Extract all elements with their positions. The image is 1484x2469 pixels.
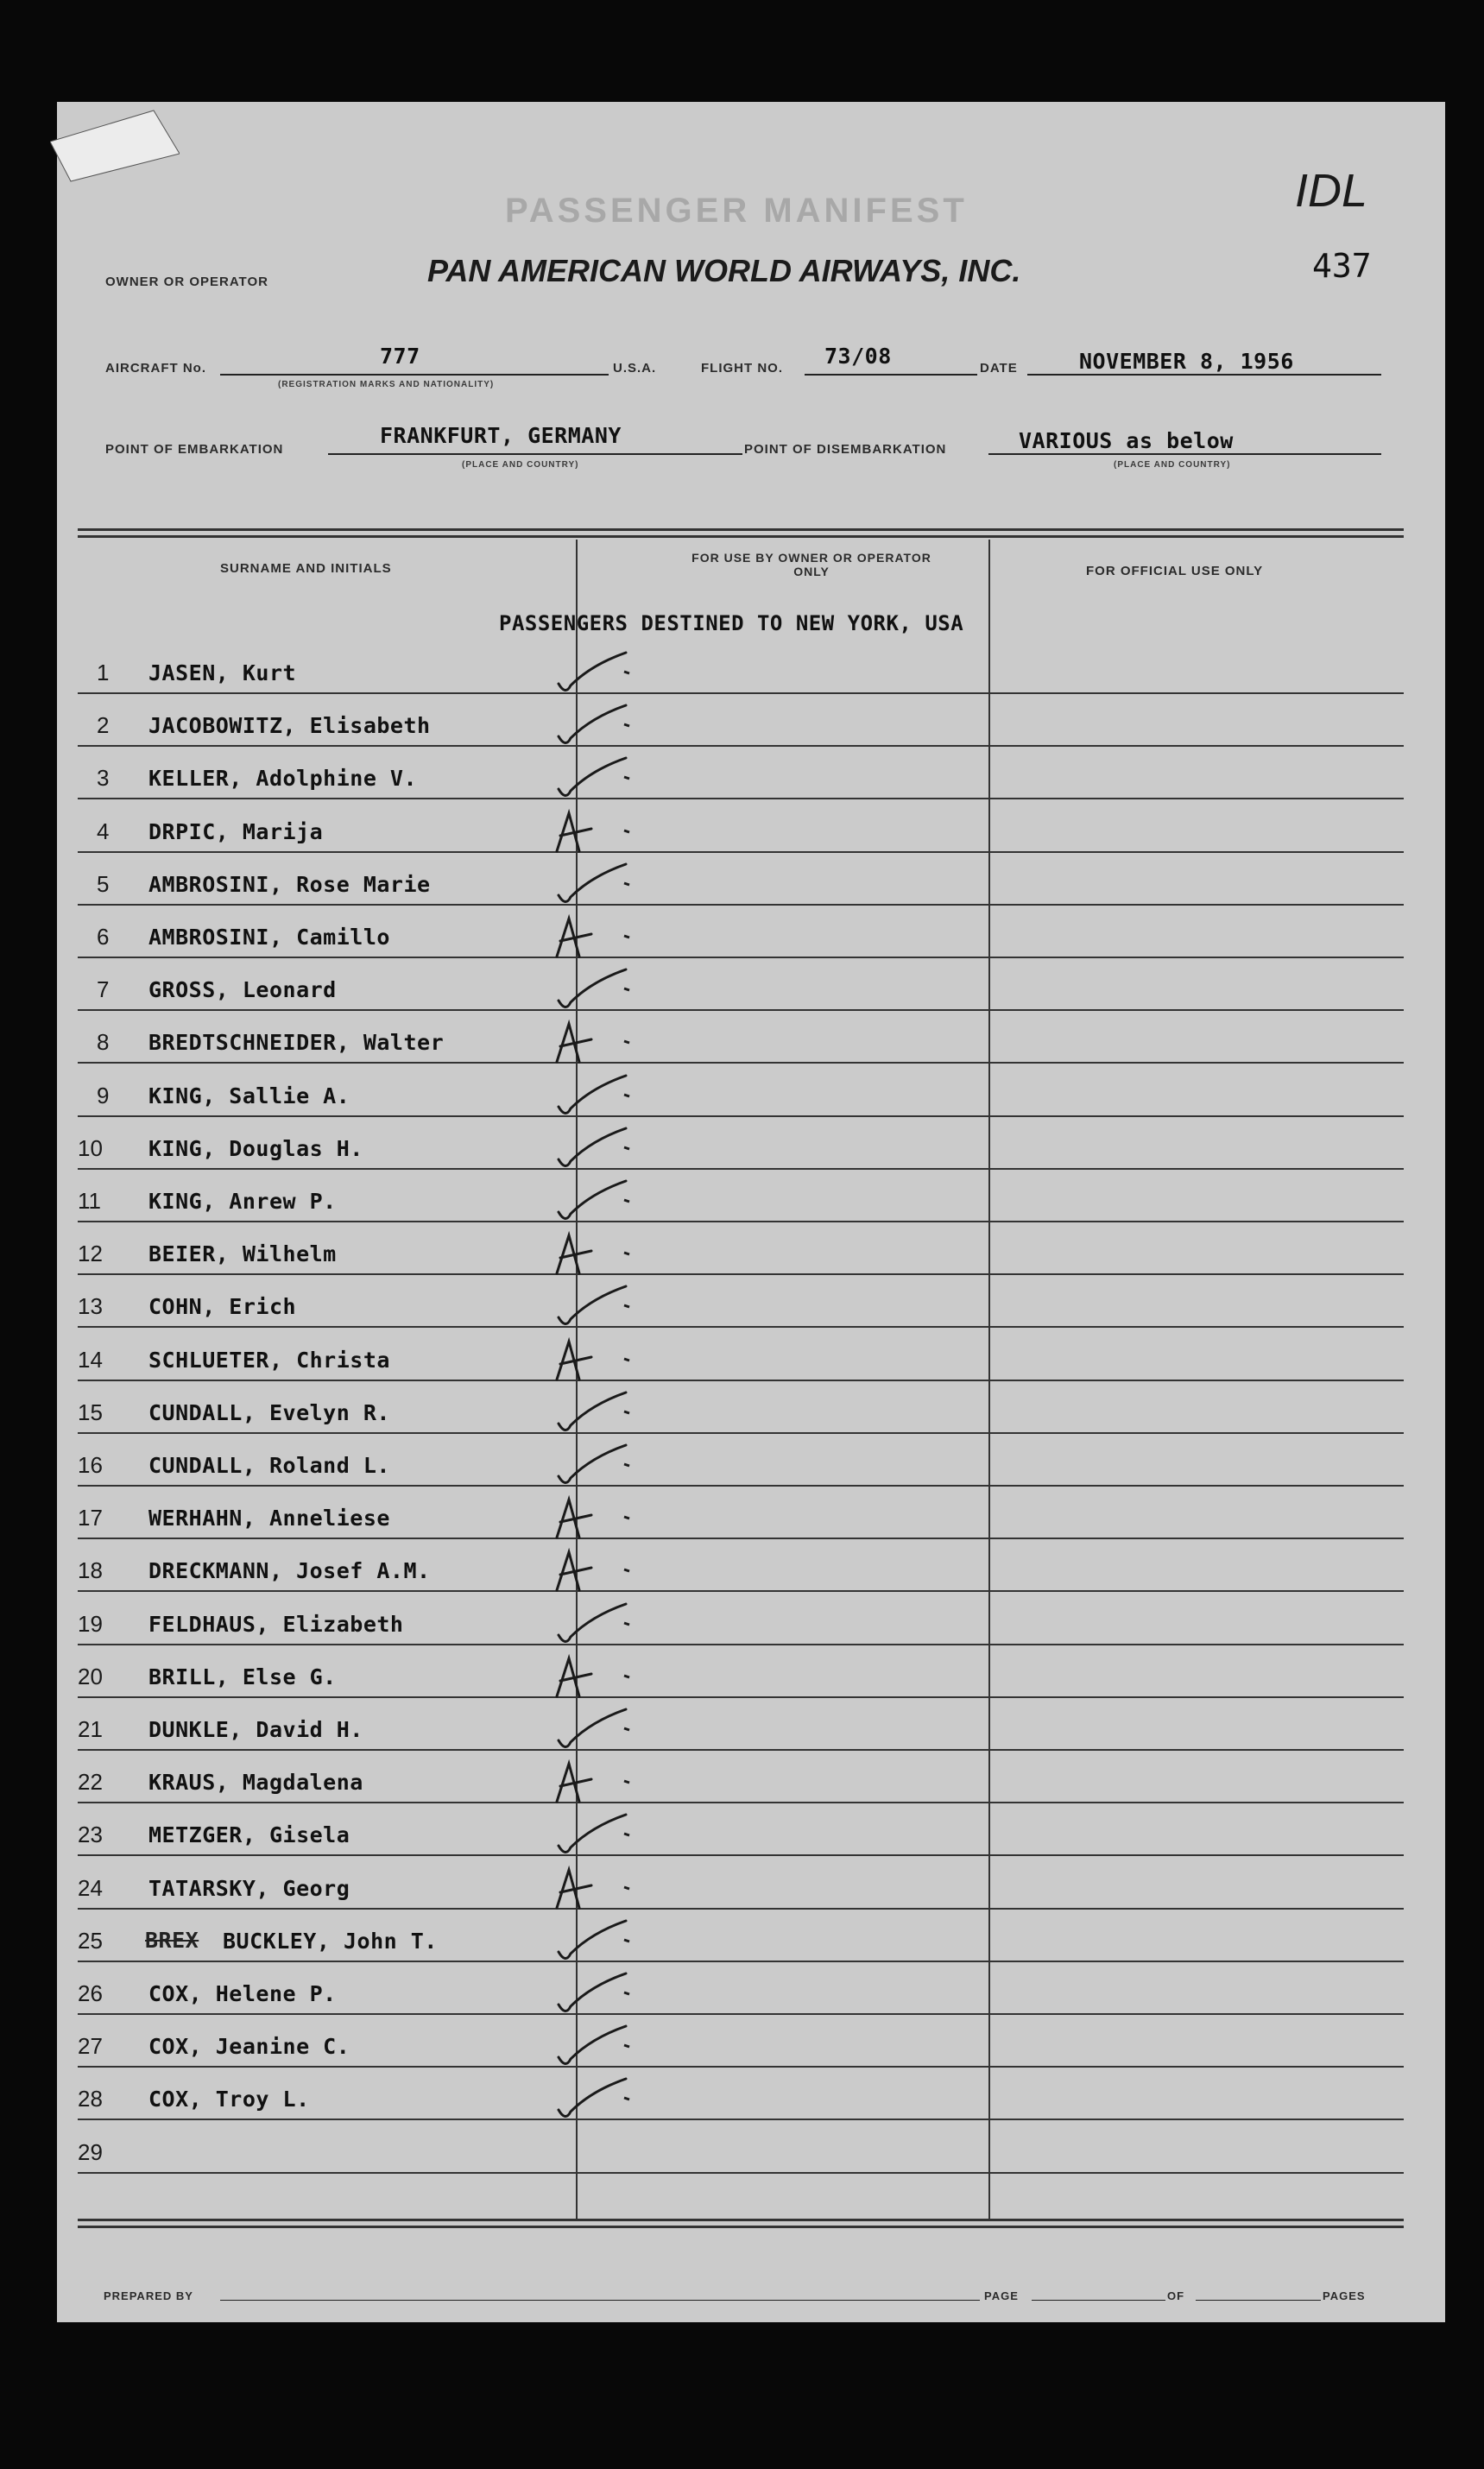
row-rule <box>78 1854 1404 1856</box>
row-rule <box>78 1168 1404 1170</box>
passenger-name: BEIER, Wilhelm <box>148 1241 337 1267</box>
flight-label: FLIGHT NO. <box>701 361 783 376</box>
passenger-name: COX, Helene P. <box>148 1981 337 2006</box>
row-number: 17 <box>78 1505 103 1531</box>
check-mark <box>531 964 652 1016</box>
handwritten-a-mark <box>531 1228 652 1280</box>
row-number: 1 <box>97 660 110 685</box>
row-rule <box>78 1908 1404 1910</box>
page-label: PAGE <box>984 2289 1019 2302</box>
row-rule <box>78 1485 1404 1487</box>
passenger-name: METZGER, Gisela <box>148 1822 350 1848</box>
check-mark <box>531 2074 652 2125</box>
date-label: DATE <box>980 361 1018 376</box>
row-rule <box>78 1696 1404 1698</box>
handwritten-a-mark <box>531 1335 652 1386</box>
passenger-name: DRECKMANN, Josef A.M. <box>148 1558 431 1584</box>
check-mark <box>531 647 652 699</box>
row-number: 21 <box>78 1716 103 1742</box>
row-rule <box>78 2119 1404 2120</box>
embarkation-place: FRANKFURT, GERMANY <box>380 423 622 448</box>
flight-number: 73/08 <box>824 344 892 369</box>
passenger-name: KING, Douglas H. <box>148 1135 363 1161</box>
row-rule <box>78 1115 1404 1117</box>
row-number: 7 <box>97 976 110 1003</box>
passenger-name: DRPIC, Marija <box>148 818 324 844</box>
row-rule <box>78 1009 1404 1011</box>
struck-text: BREX <box>145 1928 199 1953</box>
row-number: 26 <box>78 1980 103 2006</box>
row-rule <box>78 2013 1404 2015</box>
passenger-name: JACOBOWITZ, Elisabeth <box>148 713 431 739</box>
check-mark <box>531 753 652 805</box>
passenger-name: TATARSKY, Georg <box>148 1875 350 1901</box>
usa-label: U.S.A. <box>613 361 657 376</box>
row-number: 13 <box>78 1293 103 1320</box>
row-number: 23 <box>78 1822 103 1848</box>
prepared-by-label: PREPARED BY <box>104 2289 193 2302</box>
passenger-name: FELDHAUS, Elizabeth <box>148 1611 404 1637</box>
passenger-name: DUNKLE, David H. <box>148 1717 363 1742</box>
row-rule <box>78 1802 1404 1803</box>
check-mark <box>531 2021 652 2073</box>
passenger-name: COX, Jeanine C. <box>148 2034 350 2060</box>
passenger-name: BRILL, Else G. <box>148 1664 337 1689</box>
row-rule <box>78 798 1404 799</box>
row-number: 19 <box>78 1610 103 1637</box>
row-number: 29 <box>78 2138 103 2165</box>
col-owner-use-header <box>682 551 941 578</box>
passenger-name: BUCKLEY, John T. <box>223 1928 438 1954</box>
passenger-name: CUNDALL, Evelyn R. <box>148 1399 390 1425</box>
row-number: 10 <box>78 1134 103 1161</box>
row-number: 6 <box>97 924 110 950</box>
row-rule <box>78 1749 1404 1751</box>
row-number: 25 <box>78 1927 103 1954</box>
col-surname-header: SURNAME AND INITIALS <box>220 561 392 576</box>
handwritten-a-mark <box>531 1017 652 1069</box>
operator-name: PAN AMERICAN WORLD AIRWAYS, INC. <box>427 253 1021 288</box>
row-rule <box>78 1538 1404 1539</box>
handwritten-a-mark <box>531 1493 652 1544</box>
check-mark <box>531 1599 652 1651</box>
row-number: 9 <box>97 1082 110 1108</box>
row-rule <box>78 904 1404 906</box>
place-note-embark: (PLACE AND COUNTRY) <box>462 460 579 470</box>
row-number: 3 <box>97 765 110 792</box>
col-owner-use-text: FOR USE BY OWNER OR OPERATOR ONLY <box>691 551 931 578</box>
check-mark <box>531 1968 652 2020</box>
row-rule <box>78 2066 1404 2068</box>
row-number: 11 <box>78 1188 101 1214</box>
row-rule <box>78 692 1404 694</box>
row-number: 4 <box>97 818 110 844</box>
idl-mark: IDL <box>1295 165 1368 217</box>
row-rule <box>78 1644 1404 1645</box>
manifest-stamp: PASSENGER MANIFEST <box>505 192 968 230</box>
aircraft-number: 777 <box>380 344 420 369</box>
row-number: 14 <box>78 1346 103 1373</box>
check-mark <box>531 1440 652 1492</box>
passenger-name: JASEN, Kurt <box>148 660 297 685</box>
row-number: 18 <box>78 1557 103 1584</box>
disembarkation-place: VARIOUS as below <box>1019 428 1234 453</box>
col-official-header: FOR OFFICIAL USE ONLY <box>1086 564 1264 578</box>
page-number: 437 <box>1312 247 1372 285</box>
row-number: 15 <box>78 1399 103 1425</box>
handwritten-a-mark <box>531 1651 652 1703</box>
of-label: OF <box>1167 2289 1185 2302</box>
handwritten-a-mark <box>531 1545 652 1597</box>
passenger-name: AMBROSINI, Camillo <box>148 925 390 950</box>
row-number: 5 <box>97 870 110 897</box>
registration-note: (REGISTRATION MARKS AND NATIONALITY) <box>278 380 495 389</box>
passenger-name: KING, Anrew P. <box>148 1189 337 1214</box>
row-number: 2 <box>97 712 110 739</box>
check-mark <box>531 700 652 752</box>
row-rule <box>78 2172 1404 2174</box>
place-note-disembark: (PLACE AND COUNTRY) <box>1114 460 1231 470</box>
handwritten-a-mark <box>531 1863 652 1915</box>
row-rule <box>78 851 1404 853</box>
row-rule <box>78 745 1404 747</box>
check-mark <box>531 1176 652 1228</box>
pages-label: PAGES <box>1323 2289 1366 2302</box>
check-mark <box>531 1281 652 1333</box>
handwritten-a-mark <box>531 912 652 963</box>
passenger-name: COHN, Erich <box>148 1294 297 1320</box>
check-mark <box>531 1123 652 1175</box>
handwritten-a-mark <box>531 1757 652 1809</box>
passenger-name: KRAUS, Magdalena <box>148 1770 363 1796</box>
row-rule <box>78 1221 1404 1222</box>
check-mark <box>531 1387 652 1439</box>
row-number: 20 <box>78 1663 103 1689</box>
passenger-name: WERHAHN, Anneliese <box>148 1506 390 1531</box>
check-mark <box>531 859 652 911</box>
row-number: 22 <box>78 1769 103 1796</box>
row-rule <box>78 1326 1404 1328</box>
passenger-name: COX, Troy L. <box>148 2087 310 2112</box>
row-number: 28 <box>78 2086 103 2112</box>
passenger-name: BREDTSCHNEIDER, Walter <box>148 1030 445 1056</box>
handwritten-a-mark <box>531 806 652 858</box>
manifest-date: NOVEMBER 8, 1956 <box>1079 349 1294 374</box>
aircraft-label: AIRCRAFT No. <box>105 361 206 376</box>
row-rule <box>78 1432 1404 1434</box>
row-number: 8 <box>97 1029 110 1056</box>
check-mark <box>531 1070 652 1122</box>
check-mark <box>531 1809 652 1861</box>
disembarkation-label: POINT OF DISEMBARKATION <box>744 442 947 457</box>
owner-label: OWNER OR OPERATOR <box>105 275 268 289</box>
check-mark <box>531 1916 652 1967</box>
row-rule <box>78 957 1404 958</box>
embarkation-label: POINT OF EMBARKATION <box>105 442 284 457</box>
section-title: PASSENGERS DESTINED TO NEW YORK, USA <box>499 611 964 635</box>
row-rule <box>78 1273 1404 1275</box>
passenger-name: KING, Sallie A. <box>148 1083 350 1108</box>
passenger-name: KELLER, Adolphine V. <box>148 766 418 792</box>
passenger-name: SCHLUETER, Christa <box>148 1347 390 1373</box>
row-rule <box>78 1590 1404 1592</box>
row-rule <box>78 1062 1404 1064</box>
row-rule <box>78 1961 1404 1962</box>
folded-corner <box>50 102 180 205</box>
row-number: 24 <box>78 1874 103 1901</box>
row-number: 16 <box>78 1452 103 1478</box>
passenger-name: AMBROSINI, Rose Marie <box>148 871 431 897</box>
row-number: 27 <box>78 2033 103 2060</box>
row-number: 12 <box>78 1241 103 1267</box>
row-rule <box>78 1380 1404 1381</box>
check-mark <box>531 1704 652 1756</box>
passenger-name: CUNDALL, Roland L. <box>148 1453 390 1478</box>
passenger-name: GROSS, Leonard <box>148 977 337 1003</box>
